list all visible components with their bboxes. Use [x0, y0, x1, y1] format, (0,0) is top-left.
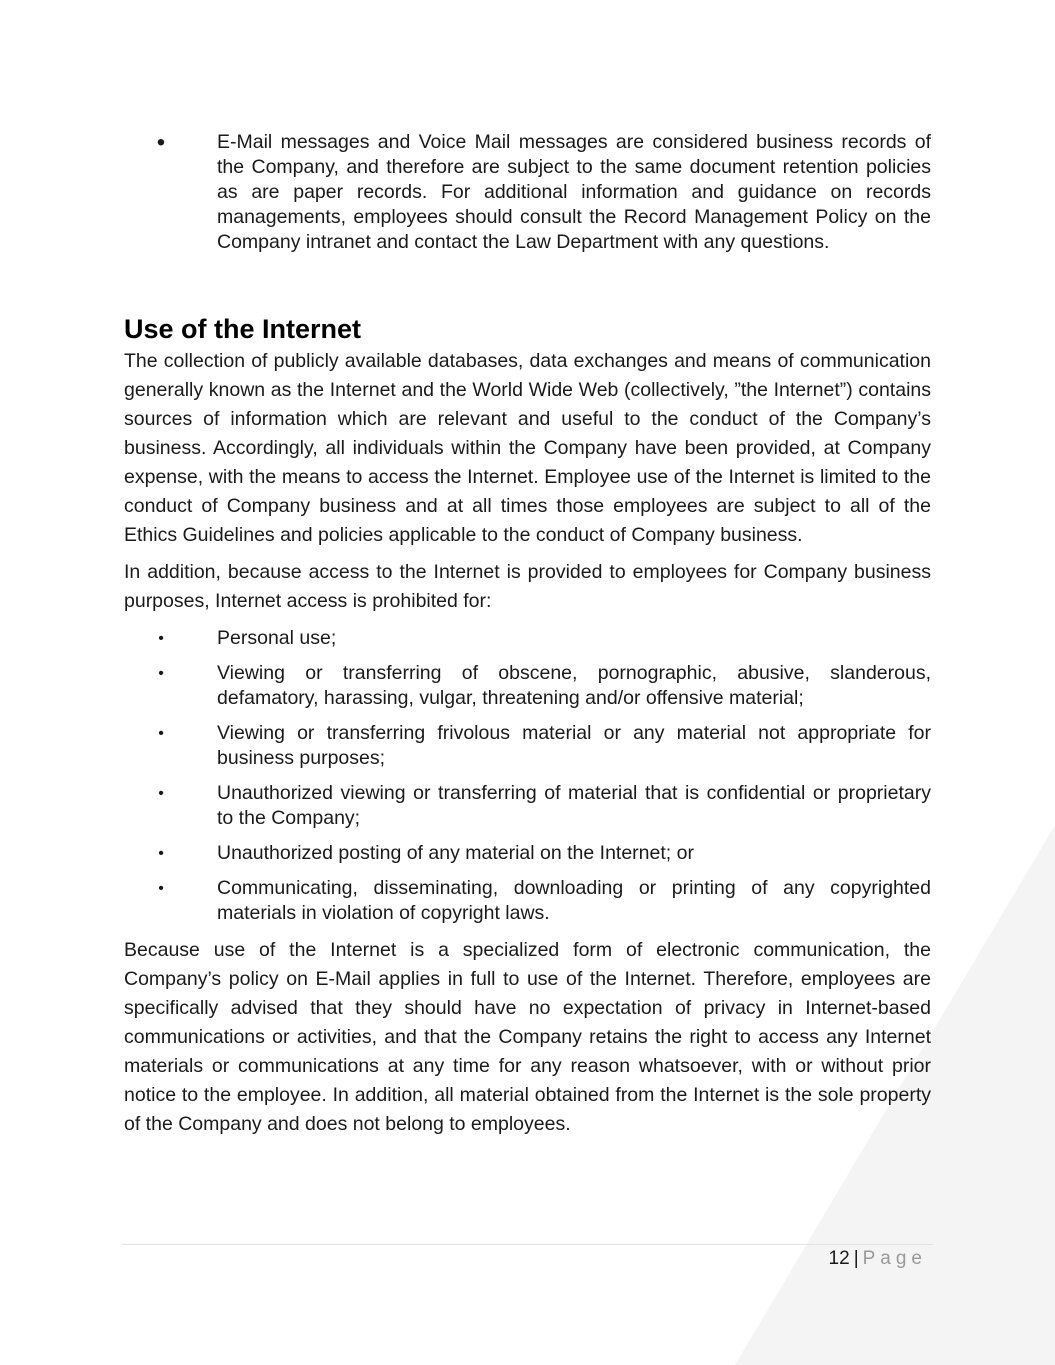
list-item	[124, 130, 931, 255]
list-item-text: Communicating, disseminating, downloading or printing of any copyrighted materials in violation of copyright laws.	[217, 877, 931, 924]
section-heading: Use of the Internet	[124, 314, 362, 344]
list-item-text: Unauthorized viewing or transferring of material that is confidential or proprietary to the Company;	[217, 782, 931, 829]
page-number: 12	[828, 1248, 850, 1269]
prohibited-list	[124, 626, 931, 926]
list-item-text: Personal use;	[217, 627, 337, 649]
list-item	[124, 841, 931, 866]
bullet-icon: •	[158, 785, 164, 802]
bullet-icon: •	[158, 845, 164, 862]
bullet-icon: •	[158, 630, 164, 647]
document-page	[124, 130, 931, 1147]
list-item-text: Unauthorized posting of any material on the Internet; or	[217, 842, 694, 864]
list-item-text: E-Mail messages and Voice Mail messages are considered business records of the Company, and therefore are subject to the same document retention policies as are paper records. For additional information and guidance on records managements, employees should consult the Record Management Policy on the Company intranet and contact the Law Department with any questions.	[217, 131, 931, 253]
list-item	[124, 876, 931, 926]
page-label: Page	[862, 1248, 927, 1269]
list-item	[124, 626, 931, 651]
bullet-icon: •	[158, 665, 164, 682]
list-item-text: Viewing or transferring of obscene, pornographic, abusive, slanderous, defamatory, harassing, vulgar, threatening and/or offensive material;	[217, 662, 931, 709]
bullet-icon: •	[158, 880, 164, 897]
bullet-icon: •	[158, 725, 164, 742]
list-item	[124, 721, 931, 771]
footer-divider	[122, 1244, 933, 1245]
page-footer	[700, 1246, 927, 1272]
paragraph-prohibited-intro: In addition, because access to the Internet is provided to employees for Company business purposes, Internet access is prohibited for:	[124, 561, 931, 612]
list-item	[124, 661, 931, 711]
bullet-icon: •	[156, 129, 166, 156]
top-bullet-list	[124, 130, 931, 255]
paragraph-conclusion: Because use of the Internet is a specialized form of electronic communication, the Company’s policy on E-Mail applies in full to use of the Internet. Therefore, employees are specifically advised that they should have no expectation of privacy in Internet-based communications or activities, and that the Company retains the right to access any Internet materials or communications at any time for any reason whatsoever, with or without prior notice to the employee. In addition, all material obtained from the Internet is the sole property of the Company and does not belong to employees.	[124, 939, 931, 1135]
footer-separator: |	[853, 1248, 859, 1269]
paragraph-intro: The collection of publicly available databases, data exchanges and means of communication generally known as the Internet and the World Wide Web (collectively, ”the Internet”) contains sources of information which are relevant and useful to the conduct of the Company’s business. Accordingly, all individuals within the Company have been provided, at Company expense, with the means to access the Internet. Employee use of the Internet is limited to the conduct of Company business and at all times those employees are subject to all of the Ethics Guidelines and policies applicable to the conduct of Company business.	[124, 350, 931, 546]
list-item-text: Viewing or transferring frivolous material or any material not appropriate for business purposes;	[217, 722, 931, 769]
list-item	[124, 781, 931, 831]
